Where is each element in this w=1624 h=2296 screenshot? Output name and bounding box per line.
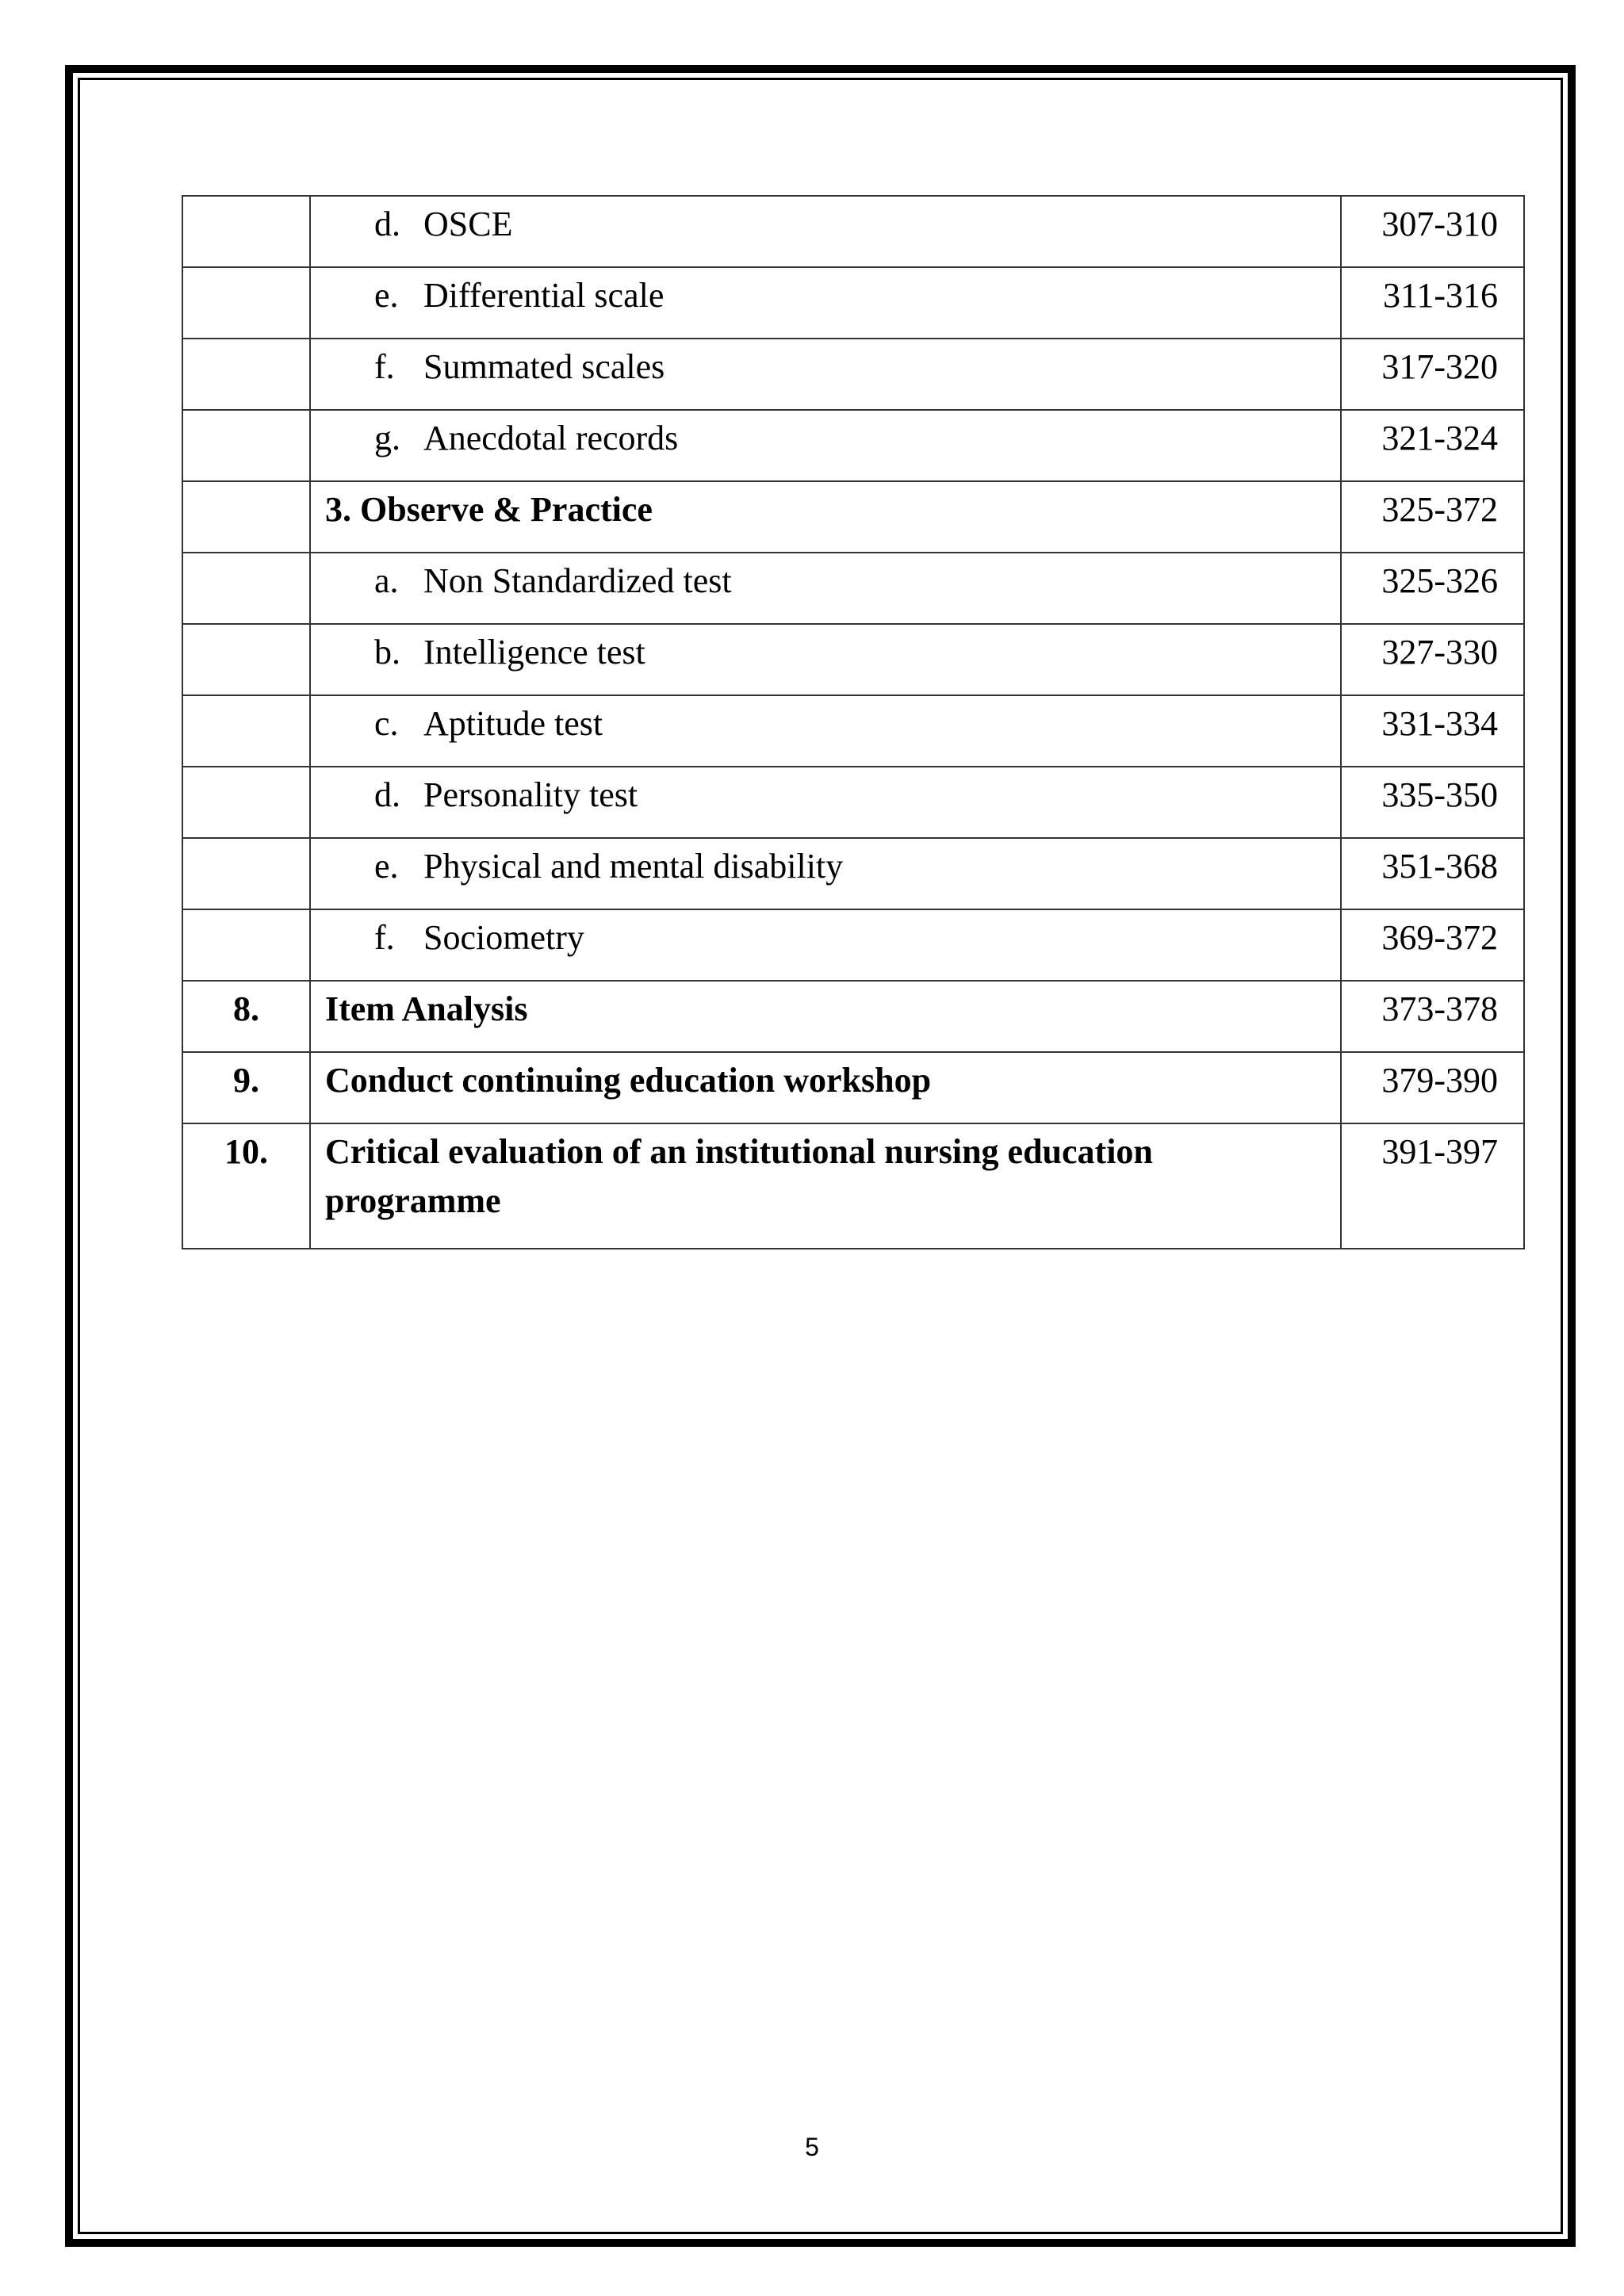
row-title: Differential scale <box>423 276 665 315</box>
table-row <box>182 1052 1524 1123</box>
row-number <box>182 838 310 909</box>
row-title: Critical evaluation of an institutional nursing education programme <box>325 1132 1153 1220</box>
row-number <box>182 767 310 838</box>
row-letter: e. <box>374 276 399 315</box>
row-pages: 325-326 <box>1341 553 1524 624</box>
table-row <box>182 767 1524 838</box>
row-title: Physical and mental disability <box>423 847 844 886</box>
row-title: 3. Observe & Practice <box>325 490 653 529</box>
row-topic <box>310 267 1341 339</box>
row-topic <box>310 553 1341 624</box>
row-letter: b. <box>374 633 400 672</box>
row-topic <box>310 410 1341 481</box>
row-title: Non Standardized test <box>423 561 732 600</box>
row-number <box>182 909 310 981</box>
row-letter: f. <box>374 918 395 957</box>
row-pages: 311-316 <box>1341 267 1524 339</box>
row-pages: 327-330 <box>1341 624 1524 695</box>
page-number: 5 <box>805 2133 819 2161</box>
row-topic <box>310 481 1341 553</box>
row-letter: e. <box>374 847 399 886</box>
row-number <box>182 339 310 410</box>
table-row <box>182 624 1524 695</box>
table-row <box>182 553 1524 624</box>
row-topic <box>310 1123 1341 1249</box>
table-row <box>182 909 1524 981</box>
row-topic <box>310 767 1341 838</box>
row-title: Personality test <box>423 775 638 814</box>
table-row <box>182 481 1524 553</box>
row-number <box>182 267 310 339</box>
row-number: 10. <box>182 1123 310 1249</box>
row-title: Sociometry <box>423 918 584 957</box>
row-title: Conduct continuing education workshop <box>325 1061 932 1100</box>
row-title: Aptitude test <box>423 704 603 743</box>
row-title: OSCE <box>423 205 513 243</box>
row-letter: g. <box>374 419 400 457</box>
row-letter: f. <box>374 347 395 386</box>
row-pages: 321-324 <box>1341 410 1524 481</box>
row-topic <box>310 838 1341 909</box>
table-row <box>182 1123 1524 1249</box>
row-topic <box>310 981 1341 1052</box>
row-number <box>182 410 310 481</box>
row-topic <box>310 909 1341 981</box>
row-number <box>182 481 310 553</box>
row-pages: 325-372 <box>1341 481 1524 553</box>
row-number <box>182 553 310 624</box>
table-row <box>182 410 1524 481</box>
table-row <box>182 695 1524 767</box>
table-row <box>182 196 1524 267</box>
row-title: Summated scales <box>423 347 665 386</box>
row-pages: 373-378 <box>1341 981 1524 1052</box>
row-letter: d. <box>374 775 400 814</box>
row-pages: 331-334 <box>1341 695 1524 767</box>
row-topic <box>310 624 1341 695</box>
row-number <box>182 695 310 767</box>
row-letter: c. <box>374 704 399 743</box>
row-title: Intelligence test <box>423 633 645 672</box>
row-number <box>182 624 310 695</box>
row-pages: 351-368 <box>1341 838 1524 909</box>
row-topic <box>310 695 1341 767</box>
table-row <box>182 339 1524 410</box>
row-topic <box>310 196 1341 267</box>
row-letter: d. <box>374 205 400 243</box>
row-pages: 379-390 <box>1341 1052 1524 1123</box>
row-title: Anecdotal records <box>423 419 679 457</box>
table-of-contents <box>182 195 1525 1249</box>
row-letter: a. <box>374 561 399 600</box>
row-number: 8. <box>182 981 310 1052</box>
row-topic <box>310 339 1341 410</box>
row-pages: 335-350 <box>1341 767 1524 838</box>
row-pages: 307-310 <box>1341 196 1524 267</box>
table-row <box>182 838 1524 909</box>
row-pages: 391-397 <box>1341 1123 1524 1249</box>
table-row <box>182 981 1524 1052</box>
row-number <box>182 196 310 267</box>
row-pages: 317-320 <box>1341 339 1524 410</box>
row-number: 9. <box>182 1052 310 1123</box>
row-pages: 369-372 <box>1341 909 1524 981</box>
table-row <box>182 267 1524 339</box>
row-title: Item Analysis <box>325 989 528 1028</box>
row-topic <box>310 1052 1341 1123</box>
